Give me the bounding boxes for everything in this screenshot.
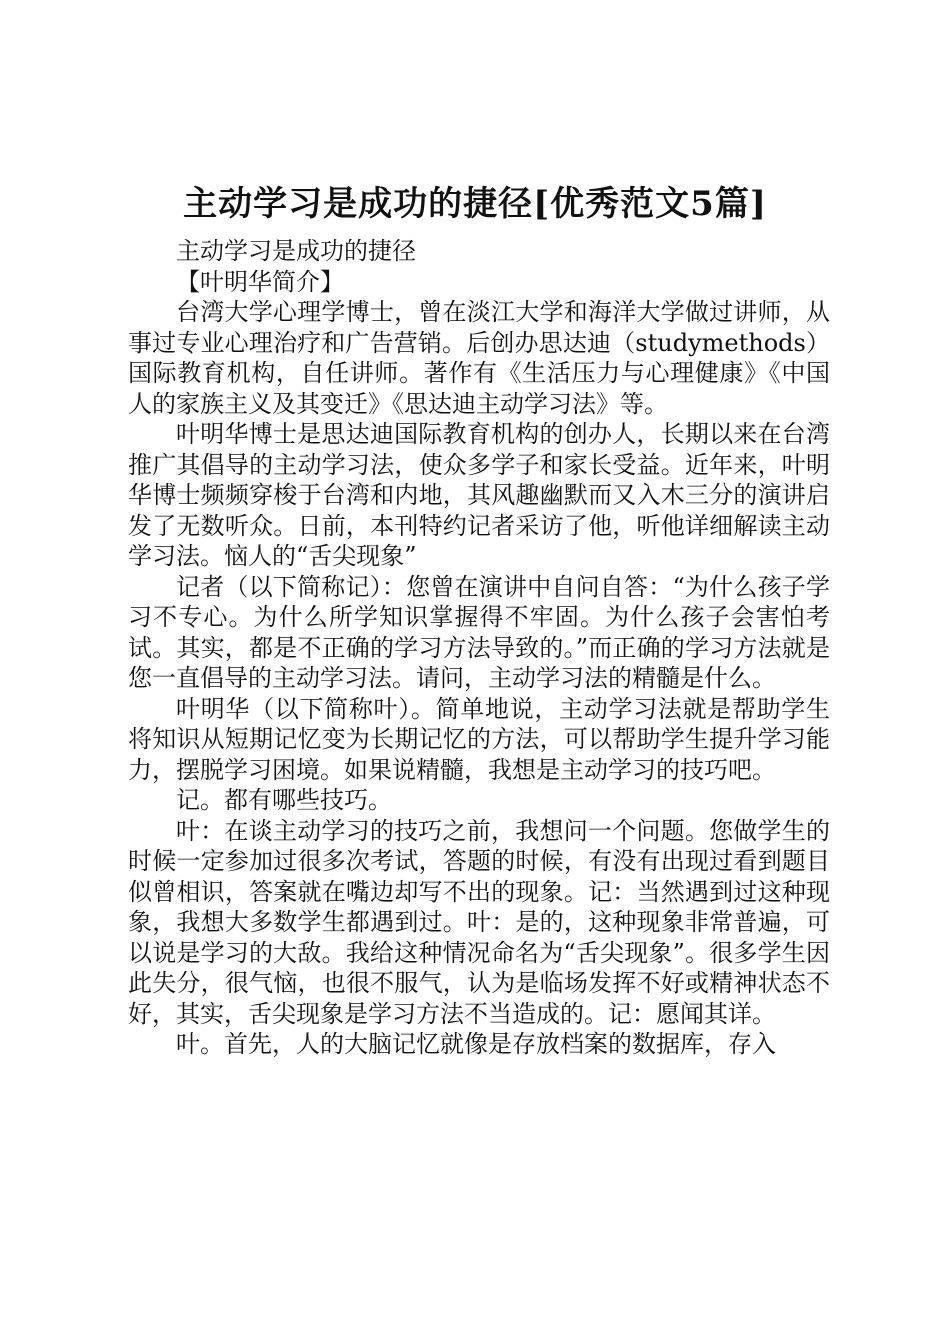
body-paragraph: 台湾大学心理学博士，曾在淡江大学和海洋大学做过讲师，从事过专业心理治疗和广告营销。后创办思达迪（studymethods）国际教育机构，自任讲师。著作有《生活压力与心理健康》《中国人的家族主义及其变迁》《思达迪主动学习法》等。 [128, 298, 830, 418]
subtitle-paragraph: 主动学习是成功的捷径 [176, 237, 416, 265]
body-paragraph: 记。都有哪些技巧。 [176, 786, 392, 814]
body-paragraph: 叶明华（以下简称叶）。简单地说，主动学习法就是帮助学生将知识从短期记忆变为长期记忆的方法，可以帮助学生提升学习能力，摆脱学习困境。如果说精髓，我想是主动学习的技巧吧。 [128, 694, 830, 784]
body-paragraph: 叶：在谈主动学习的技巧之前，我想问一个问题。您做学生的时候一定参加过很多次考试，答题的时候，有没有出现过看到题目似曾相识，答案就在嘴边却写不出的现象。记：当然遇到过这种现象，我想大多数学生都遇到过。叶：是的，这种现象非常普遍，可以说是学习的大敌。我给这种情况命名为“舌尖现象”。很多学生因此失分，很气恼，也很不服气，认为是临场发挥不好或精神状态不好，其实，舌尖现象是学习方法不当造成的。记：愿闻其详。 [128, 816, 830, 1028]
body-paragraph: 记者（以下简称记）：您曾在演讲中自问自答：“为什么孩子学习不专心。为什么所学知识掌握得不牢固。为什么孩子会害怕考试。其实，都是不正确的学习方法导致的。”而正确的学习方法就是您一直倡导的主动学习法。请问，主动学习法的精髓是什么。 [128, 572, 830, 692]
intro-heading: 【叶明华简介】 [176, 267, 344, 296]
document-body [128, 236, 830, 1060]
body-paragraph: 叶。首先，人的大脑记忆就像是存放档案的数据库，存入 [176, 1030, 776, 1058]
document-title: 主动学习是成功的捷径[优秀范文5篇] [183, 184, 767, 224]
body-paragraph: 叶明华博士是思达迪国际教育机构的创办人，长期以来在台湾推广其倡导的主动学习法，使众多学子和家长受益。近年来，叶明华博士频频穿梭于台湾和内地，其风趣幽默而又入木三分的演讲启发了无数听众。日前，本刊特约记者采访了他，听他详细解读主动学习法。恼人的“舌尖现象” [128, 420, 830, 570]
